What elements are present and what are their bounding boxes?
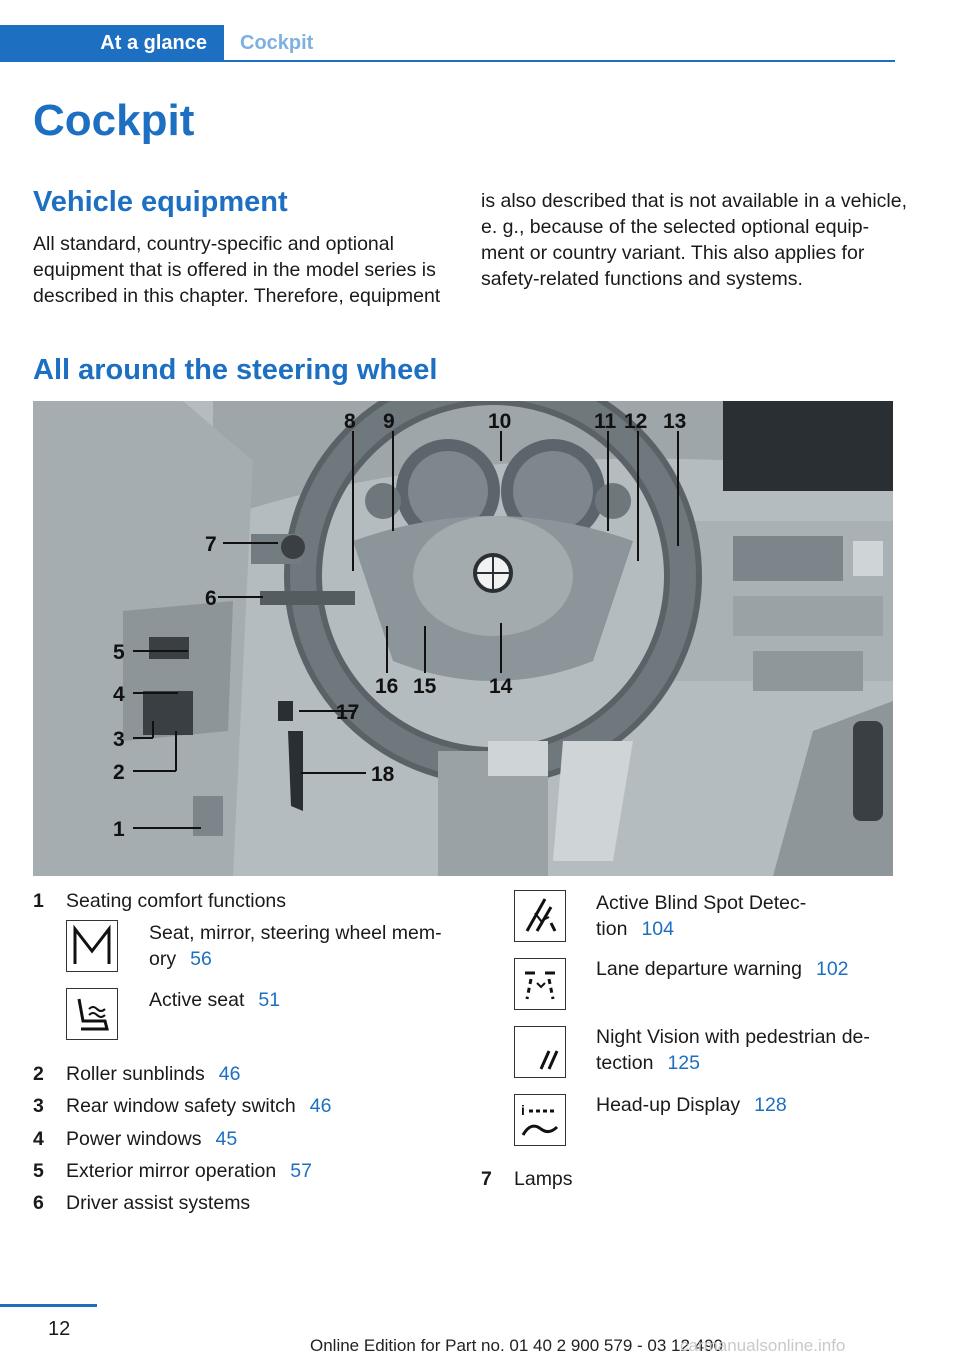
list-subitem (596, 1092, 787, 1118)
head-up-display-icon (514, 1094, 566, 1146)
vehicle-equipment-text-left (33, 231, 440, 309)
figure-callout: 16 (375, 675, 399, 698)
tab-cockpit[interactable]: Cockpit (240, 32, 314, 54)
item-label: Roller sunblinds (66, 1063, 205, 1085)
figure-callout: 11 (594, 410, 617, 433)
item-label: Lamps (514, 1168, 573, 1190)
figure-callout: 3 (113, 728, 125, 751)
subitem-label: Head-up Display (596, 1094, 741, 1116)
section-heading-steering-wheel: All around the steering wheel (33, 354, 438, 386)
page-reference-link[interactable]: 45 (215, 1128, 238, 1150)
night-vision-icon (514, 1026, 566, 1078)
section-heading-vehicle-equipment: Vehicle equipment (33, 186, 288, 218)
subitem-label: Seat, mirror, steering wheel mem- (149, 922, 442, 944)
item-label: Rear window safety switch (66, 1095, 296, 1117)
figure-callout: 15 (413, 675, 437, 698)
page-reference-link[interactable]: 104 (641, 918, 674, 940)
figure-callout: 10 (488, 410, 512, 433)
figure-callout: 18 (371, 763, 395, 786)
vehicle-equipment-text-right (481, 188, 907, 292)
cockpit-illustration (33, 401, 893, 876)
figure-callout: 2 (113, 761, 125, 784)
page-reference-link[interactable]: 102 (815, 958, 849, 980)
figure-callout: 13 (663, 410, 687, 433)
active-seat-icon (66, 988, 118, 1040)
header-rule (224, 60, 895, 62)
item-number: 3 (33, 1095, 44, 1117)
tab-at-a-glance[interactable] (0, 25, 224, 62)
item-label: Power windows (66, 1128, 202, 1150)
memory-m-icon (66, 920, 118, 972)
item-label: Exterior mirror operation (66, 1160, 277, 1182)
blind-spot-icon (514, 890, 566, 942)
subitem-label: Night Vision with pedestrian de- (596, 1026, 870, 1048)
item-number: 1 (33, 890, 44, 912)
item-number: 6 (33, 1192, 44, 1214)
paragraph-line: ment or country variant. This also applies for (481, 242, 865, 264)
page-reference-link[interactable]: 128 (754, 1094, 787, 1116)
item-number: 2 (33, 1063, 44, 1085)
list-subitem (596, 1024, 870, 1076)
figure-callout: 14 (489, 675, 513, 698)
figure-callout: 8 (344, 410, 356, 433)
page-reference-link[interactable]: 51 (258, 989, 281, 1011)
paragraph-line: equipment that is offered in the model series is (33, 259, 436, 281)
lane-departure-icon (514, 958, 566, 1010)
subitem-label: tection (596, 1052, 654, 1074)
list-subitem (596, 956, 849, 982)
page-number: 12 (48, 1318, 71, 1340)
watermark: carmanualsonline.info (680, 1336, 846, 1355)
page-title: Cockpit (33, 96, 195, 145)
page-reference-link[interactable]: 125 (667, 1052, 700, 1074)
paragraph-line: All standard, country-specific and optional (33, 233, 394, 255)
tab-at-a-glance-label: At a glance (100, 32, 207, 54)
header-tabs (0, 25, 895, 62)
figure-callout: 5 (113, 641, 125, 664)
figure-callout: 12 (624, 410, 648, 433)
paragraph-line: safety-related functions and systems. (481, 268, 803, 290)
paragraph-line: is also described that is not available in a vehicle, (481, 190, 907, 212)
legend-list-left (33, 890, 453, 1220)
item-label: Driver assist systems (66, 1192, 251, 1214)
page-reference-link[interactable]: 46 (218, 1063, 241, 1085)
footer-rule (0, 1304, 97, 1307)
subitem-label: tion (596, 918, 628, 940)
list-subitem (149, 987, 280, 1013)
list-subitem (149, 920, 442, 972)
legend-list-right (481, 890, 901, 1200)
subitem-label: ory (149, 948, 177, 970)
page-reference-link[interactable]: 57 (290, 1160, 312, 1182)
edition-note: Online Edition for Part no. 01 40 2 900 579 - 03 12 490 (310, 1336, 724, 1355)
page-reference-link[interactable]: 46 (309, 1095, 332, 1117)
subitem-label: Active Blind Spot Detec- (596, 892, 807, 914)
item-number: 4 (33, 1128, 44, 1150)
subitem-label: Active seat (149, 989, 245, 1011)
cockpit-drawing (33, 401, 893, 876)
figure-callout: 17 (336, 701, 360, 724)
item-number: 7 (481, 1168, 492, 1190)
item-number: 5 (33, 1160, 44, 1182)
subitem-label: Lane departure warning (596, 958, 802, 980)
figure-callout: 6 (205, 587, 217, 610)
list-subitem (596, 890, 806, 942)
paragraph-line: e. g., because of the selected optional equip- (481, 216, 870, 238)
figure-callout: 1 (113, 818, 125, 841)
figure-callout: 4 (113, 683, 125, 706)
figure-callout: 7 (205, 533, 217, 556)
page-reference-link[interactable]: 56 (190, 948, 212, 970)
item-label: Seating comfort functions (66, 890, 287, 912)
paragraph-line: described in this chapter. Therefore, equipment (33, 285, 441, 307)
figure-callout: 9 (383, 410, 395, 433)
svg-text:i: i (521, 1102, 525, 1118)
